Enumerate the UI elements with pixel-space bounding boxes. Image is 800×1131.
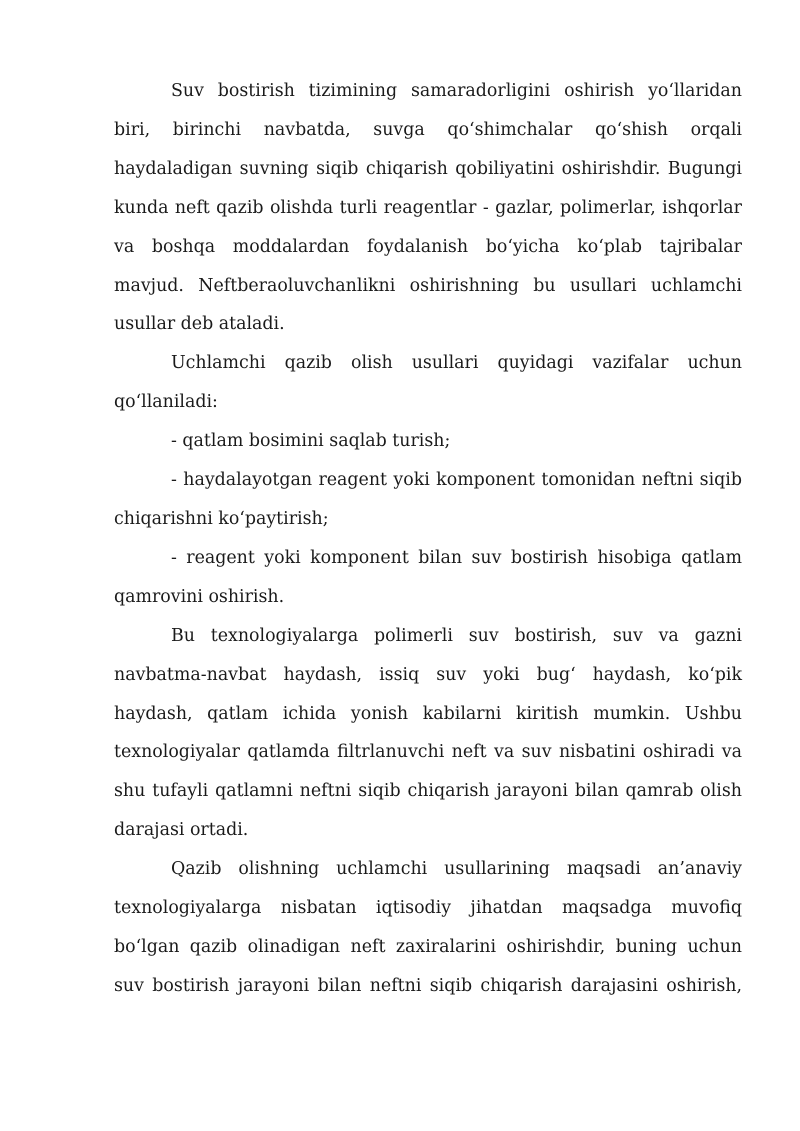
list-item-coverage: - reagent yoki komponent bilan suv bostirish hisobiga qatlam qamrovini oshirish. [114,547,742,607]
paragraph-tasks-lead: Uchlamchi qazib olish usullari quyidagi vazifalar uchun qo‘llaniladi: [114,353,742,413]
paragraph-goal: Qazib olishning uchlamchi usullarining maqsadi an’anaviy texnologiyalarga nisbatan iqtisodiy jihatdan maqsadga muvofiq bo‘lgan qazib olinadigan neft zaxiralarini oshirishdir, buning uchun suv bostirish jarayoni bilan neftni siqib chiqarish darajasini oshirish, [114,859,742,996]
list-item-displacement: - haydalayotgan reagent yoki komponent tomonidan neftni siqib chiqarishni ko‘paytirish; [114,470,742,529]
document-page [114,72,742,1006]
paragraph-intro: Suv bostirish tizimining samaradorligini oshirish yo‘llaridan biri, birinchi navbatda, suvga qo‘shimchalar qo‘shish orqali haydaladigan suvning siqib chiqarish qobiliyatini oshirishdir. Bugungi kunda neft qazib olishda turli reagentlar - gazlar, polimerlar, ishqorlar va boshqa moddalardan foydalanish bo‘yicha ko‘plab tajribalar mavjud. Neftberaoluvchanlikni oshirishning bu usullari uchlamchi usullar deb ataladi. [114,81,742,335]
paragraph-technologies: Bu texnologiyalarga polimerli suv bostirish, suv va gazni navbatma-navbat haydash, issiq suv yoki bug‘ haydash, ko‘pik haydash, qatlam ichida yonish kabilarni kiritish mumkin. Ushbu texnologiyalar qatlamda filtrlanuvchi neft va suv nisbatini oshiradi va shu tufayli qatlamni neftni siqib chiqarish jarayoni bilan qamrab olish darajasi ortadi. [114,625,742,841]
list-item-pressure: - qatlam bosimini saqlab turish; [171,431,451,452]
